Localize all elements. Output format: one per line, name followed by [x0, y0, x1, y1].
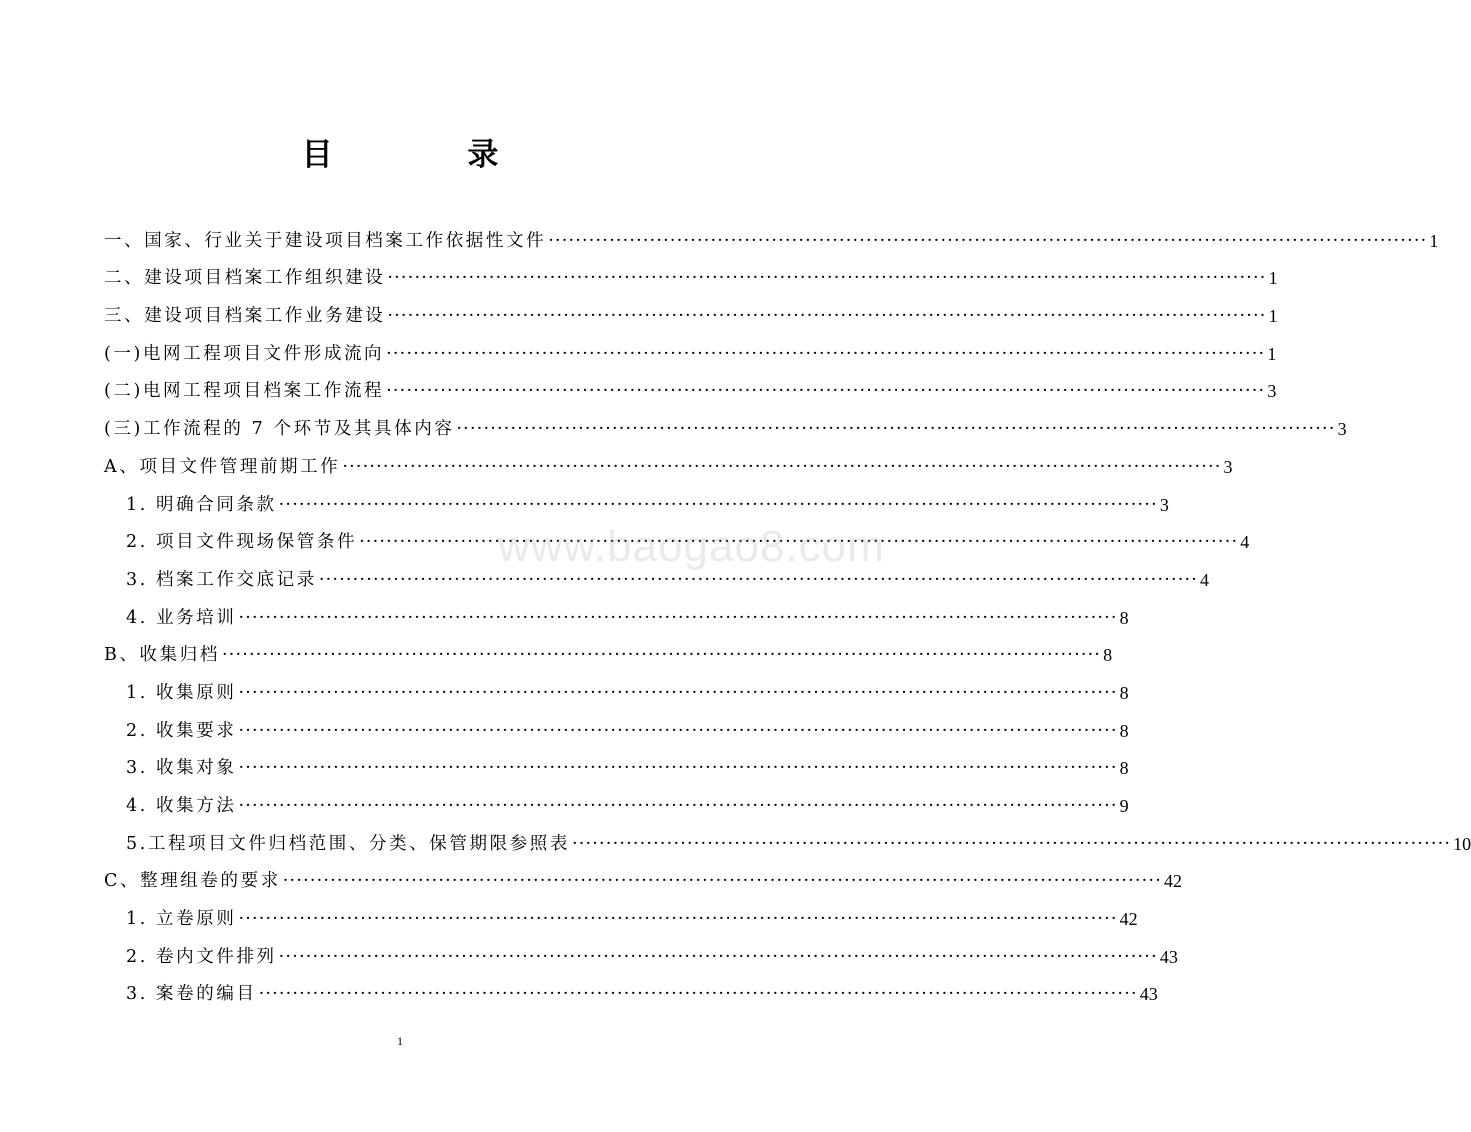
toc-entry-label: 2. 项目文件现场保管条件	[126, 532, 358, 553]
toc-entry-label: 2. 卷内文件排列	[126, 946, 277, 967]
toc-dot-leader	[238, 757, 1117, 779]
toc-entry-label: 1. 收集原则	[126, 682, 237, 703]
toc-entry-page: 8	[1119, 607, 1129, 628]
toc-entry-label: 3. 档案工作交底记录	[126, 569, 317, 590]
toc-entry-page: 43	[1139, 984, 1158, 1005]
toc-entry[interactable]	[104, 704, 1129, 742]
toc-entry-page: 3	[1267, 381, 1277, 402]
toc-entry-label: B、收集归档	[104, 645, 220, 666]
toc-dot-leader	[283, 870, 1162, 892]
toc-entry[interactable]	[104, 440, 1233, 478]
toc-entry-page: 1	[1267, 343, 1277, 364]
toc-entry-label: 3. 案卷的编目	[126, 984, 257, 1005]
table-of-contents	[104, 214, 1471, 1005]
toc-entry-label: 1. 明确合同条款	[126, 494, 277, 515]
toc-entry-label: 3. 收集对象	[126, 758, 237, 779]
toc-dot-leader	[279, 946, 1158, 968]
toc-entry[interactable]	[104, 779, 1129, 817]
toc-entry-label: 一、国家、行业关于建设项目档案工作依据性文件	[104, 230, 547, 251]
toc-dot-leader	[572, 833, 1451, 855]
toc-entry-page: 1	[1429, 230, 1439, 251]
toc-dot-leader	[238, 682, 1117, 704]
toc-entry-page: 10	[1453, 833, 1471, 854]
toc-entry[interactable]	[104, 327, 1277, 365]
toc-entry-page: 42	[1119, 909, 1138, 930]
toc-entry-label: A、项目文件管理前期工作	[104, 456, 341, 477]
watermark: www.baogao8.com	[498, 522, 885, 571]
toc-entry-page: 9	[1119, 796, 1129, 816]
toc-entry-label: C、整理组卷的要求	[104, 871, 281, 892]
toc-entry-page: 42	[1163, 871, 1182, 892]
toc-dot-leader	[456, 418, 1335, 440]
toc-dot-leader	[359, 531, 1238, 553]
toc-entry[interactable]	[104, 252, 1278, 290]
toc-entry[interactable]	[104, 629, 1113, 667]
toc-entry-page: 8	[1103, 645, 1113, 666]
toc-dot-leader	[279, 494, 1158, 516]
toc-entry-label: 4. 业务培训	[126, 607, 237, 628]
toc-dot-leader	[387, 267, 1266, 289]
toc-entry[interactable]	[104, 666, 1129, 704]
toc-entry-page: 8	[1119, 758, 1129, 779]
toc-entry-label: (二)电网工程项目档案工作流程	[104, 381, 385, 402]
toc-entry-label: (一)电网工程项目文件形成流向	[104, 343, 385, 364]
toc-dot-leader	[386, 343, 1265, 365]
toc-entry-page: 4	[1240, 532, 1250, 553]
toc-dot-leader	[238, 908, 1117, 930]
toc-entry[interactable]	[104, 365, 1277, 403]
toc-entry[interactable]	[104, 289, 1278, 327]
toc-entry-page: 3	[1159, 494, 1169, 515]
toc-entry-page: 8	[1119, 720, 1129, 741]
toc-entry-label: 2. 收集要求	[126, 720, 237, 741]
toc-dot-leader	[238, 720, 1117, 742]
toc-dot-leader	[548, 230, 1427, 252]
toc-entry[interactable]	[104, 214, 1439, 252]
toc-entry-label: 4. 收集方法	[126, 796, 237, 816]
toc-entry-page: 43	[1159, 946, 1178, 967]
toc-dot-leader	[342, 456, 1221, 478]
toc-dot-leader	[238, 795, 1117, 817]
toc-entry-page: 3	[1337, 419, 1347, 440]
toc-entry[interactable]	[104, 478, 1169, 516]
toc-dot-leader	[387, 305, 1266, 327]
toc-entry-page: 1	[1268, 306, 1278, 327]
toc-entry-page: 1	[1268, 268, 1278, 289]
toc-entry[interactable]	[104, 817, 1471, 855]
toc-entry[interactable]	[104, 742, 1129, 780]
toc-entry-page: 8	[1119, 682, 1129, 703]
toc-entry-label: 5.工程项目文件归档范围、分类、保管期限参照表	[126, 833, 570, 854]
toc-entry[interactable]	[104, 968, 1158, 1006]
toc-dot-leader	[222, 644, 1101, 666]
toc-entry-page: 4	[1200, 569, 1210, 590]
toc-entry-label: (三)工作流程的 7 个环节及其具体内容	[104, 419, 455, 440]
toc-entry-page: 3	[1223, 456, 1233, 477]
toc-dot-leader	[319, 569, 1198, 591]
toc-entry[interactable]	[104, 855, 1182, 893]
toc-entry[interactable]	[104, 892, 1138, 930]
toc-entry-label: 三、建设项目档案工作业务建设	[104, 306, 386, 327]
toc-dot-leader	[259, 983, 1138, 1005]
toc-entry[interactable]	[104, 591, 1129, 629]
toc-entry-label: 二、建设项目档案工作组织建设	[104, 268, 386, 289]
toc-entry[interactable]	[104, 930, 1178, 968]
toc-dot-leader	[238, 607, 1117, 629]
page-title: 目 录	[301, 137, 561, 173]
toc-entry[interactable]	[104, 553, 1210, 591]
toc-dot-leader	[386, 380, 1265, 402]
page-number: 1	[397, 1034, 403, 1048]
toc-entry-label: 1. 立卷原则	[126, 909, 237, 930]
toc-entry[interactable]	[104, 402, 1347, 440]
